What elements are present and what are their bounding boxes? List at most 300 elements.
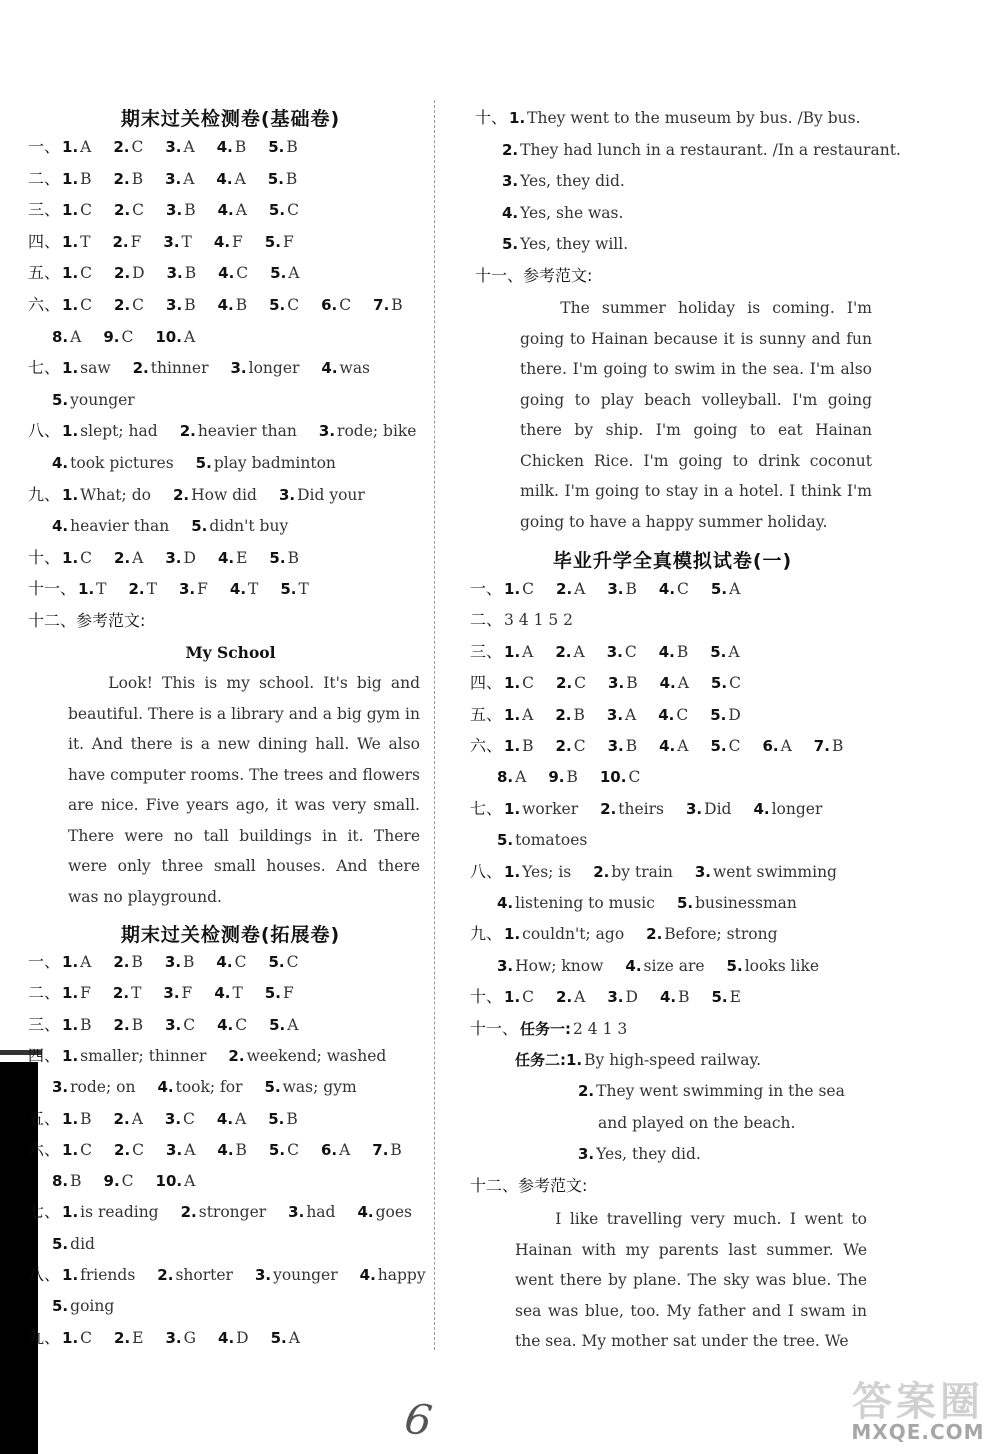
answer-text: theirs [618, 799, 664, 818]
answer-row [28, 952, 320, 972]
question-number: 4. [218, 264, 235, 283]
answer-text: G [183, 1328, 197, 1347]
answer-text: A [728, 642, 740, 661]
answer-text: A [574, 988, 586, 1007]
answer-text: friends [80, 1266, 136, 1284]
question-group-label: 七、 [28, 1202, 61, 1222]
question-number: 4. [217, 548, 235, 567]
section-title-mock-exam: 毕业升学全真模拟试卷(一) [552, 550, 793, 572]
answer-text: B [287, 548, 299, 567]
answer-text: younger [70, 390, 135, 409]
answer-row [52, 1234, 117, 1254]
answer-text: A [183, 169, 195, 188]
question-group-label: 一、 [470, 579, 503, 598]
question-number: 2. [113, 1109, 130, 1128]
question-number: 4. [217, 296, 234, 314]
answer-text: C [183, 1015, 196, 1034]
question-number: 4. [357, 1203, 374, 1222]
answer-text: A [184, 1172, 196, 1191]
answer-row [470, 862, 859, 882]
answer-text: F [130, 232, 142, 251]
question-number: 5. [710, 705, 727, 724]
answer-text: T [298, 580, 309, 599]
answer-text: A [522, 642, 534, 661]
answer-text: B [131, 169, 144, 188]
question-number: 10. [599, 768, 627, 787]
answer-text: was [339, 359, 371, 378]
answer-text: took; for [175, 1078, 243, 1097]
answer-text: B [831, 737, 844, 755]
question-number: 2. [593, 862, 610, 881]
question-group-label: 九、 [28, 484, 61, 504]
answer-text: B [391, 296, 403, 314]
answer-text: Before; strong [664, 925, 778, 944]
question-number: 1. [62, 138, 79, 156]
answer-text: C [522, 580, 535, 598]
answer-text: C [287, 296, 300, 314]
question-number: 4. [502, 203, 519, 222]
answer-text: tomatoes [515, 831, 588, 850]
answer-text: is reading [80, 1203, 159, 1222]
answer-row [52, 1296, 136, 1316]
question-group-label: 五、 [28, 1108, 61, 1128]
answer-text: B [234, 138, 247, 156]
question-number: 4. [216, 138, 233, 156]
question-number: 5. [710, 674, 728, 693]
answer-text: A [235, 201, 247, 220]
answer-text: C [573, 737, 586, 755]
question-number: 1. [62, 296, 79, 314]
question-number: 8. [52, 1172, 69, 1191]
answer-row [28, 1015, 320, 1035]
question-number: 5. [268, 953, 285, 971]
answer-text: D [728, 705, 741, 724]
question-number: 4. [321, 359, 338, 378]
question-number: 2. [114, 201, 131, 220]
answer-text: A [729, 580, 741, 598]
question-group-label: 一、 [28, 952, 61, 971]
question-number: 4. [216, 953, 233, 971]
answer-text: C [80, 1328, 93, 1347]
answer-text: F [181, 984, 193, 1003]
answer-text: B [184, 264, 197, 283]
answer-text: C [286, 953, 299, 971]
question-number: 4. [659, 674, 676, 693]
question-number: 5. [502, 235, 519, 253]
question-group-label: 四、 [28, 231, 61, 251]
question-number: 3. [288, 1203, 305, 1222]
question-number: 1. [62, 1015, 79, 1034]
answer-text: A [131, 1109, 143, 1128]
answer-text: Yes, they did. [596, 1145, 701, 1164]
answer-text: goes [375, 1203, 412, 1222]
question-number: 5. [191, 517, 208, 536]
question-number: 4. [218, 1328, 235, 1347]
answer-text: D [625, 988, 638, 1007]
answer-text: B [626, 674, 638, 693]
question-number: 5. [726, 956, 743, 975]
question-number: 2. [179, 422, 196, 441]
question-number: 2. [556, 580, 573, 598]
question-number: 5. [268, 201, 286, 220]
answer-row [28, 137, 320, 157]
answer-text: heavier than [70, 517, 170, 536]
question-number: 2. [113, 138, 130, 156]
question-number: 1. [62, 548, 79, 567]
answer-row [502, 140, 923, 160]
answer-text: C [121, 1172, 134, 1191]
question-number: 8. [52, 327, 69, 346]
answer-text: A [677, 674, 689, 693]
question-group-label: 二、 [470, 610, 503, 630]
question-number: 10. [155, 1172, 183, 1191]
answer-text: D [183, 548, 196, 567]
answer-text: They went to the museum by bus. /By bus. [527, 109, 861, 127]
answer-row [598, 1113, 817, 1133]
question-group-label: 五、 [470, 704, 503, 724]
question-group-label: 八、 [470, 861, 503, 881]
question-group-label: 十一、 [470, 1018, 519, 1038]
question-number: 5. [52, 1297, 69, 1316]
question-number: 3. [318, 422, 336, 441]
answer-row [475, 266, 594, 286]
question-number: 5. [268, 1109, 285, 1128]
answer-text: listening to music [515, 894, 655, 912]
answer-text: 3 4 1 5 2 [504, 611, 574, 630]
answer-row [28, 1265, 448, 1285]
question-number: 4. [658, 705, 675, 724]
question-number: 3. [52, 1078, 69, 1097]
answer-text: A [288, 1328, 300, 1347]
answer-text: D [236, 1328, 249, 1347]
answer-text: C [339, 296, 352, 314]
question-group-label: 十二、参考范文: [28, 611, 146, 630]
answer-text: A [183, 327, 196, 346]
answer-text: E [132, 1328, 144, 1347]
question-number: 3. [165, 548, 182, 567]
question-number: 2. [113, 953, 130, 971]
question-number: 1. [504, 580, 521, 598]
answer-text: They had lunch in a restaurant. /In a restaurant. [520, 140, 901, 159]
answer-row [52, 390, 157, 410]
answer-text: B [183, 953, 195, 971]
answer-text: C [624, 642, 637, 661]
question-number: 3. [497, 956, 514, 975]
question-number: 8. [497, 768, 514, 787]
answer-text: C [132, 296, 145, 314]
question-number: 4. [214, 984, 231, 1003]
answer-text: B [131, 1015, 144, 1034]
answer-row [470, 799, 844, 819]
question-number: 4. [216, 169, 233, 188]
answer-text: C [80, 1140, 93, 1159]
question-number: 3. [166, 1140, 183, 1159]
answer-text: C [729, 674, 741, 693]
question-number: 1. [509, 109, 526, 127]
essay-summer-holiday: The summer holiday is coming. I'm going to Hainan because it is sunny and fun there. I'm going to swim in the sea. I'm also going to play beach volleyball. I'm going there by ship. I'm going to eat Hainan Chicken Rice. I'm going to drink coconut milk. I'm going to stay in a hotel. I think I'm going to have a happy summer holiday. [520, 299, 872, 531]
question-group-label: 六、 [28, 295, 61, 314]
answer-text: C [80, 201, 93, 220]
question-number: 5. [710, 737, 727, 755]
answer-text: T [96, 580, 107, 599]
answer-text: F [282, 984, 294, 1003]
section-title-basic: 期末过关检测卷(基础卷) [120, 108, 341, 130]
answer-row [52, 1077, 379, 1097]
answer-text: by train [611, 862, 673, 881]
question-number: 3. [607, 580, 624, 598]
answer-text: B [390, 1140, 402, 1159]
answer-text: A [780, 737, 792, 755]
question-number: 9. [103, 327, 120, 346]
question-number: 3. [608, 674, 625, 693]
answer-text: C [522, 674, 535, 693]
answer-text: T [131, 984, 142, 1003]
essay-travelling: I like travelling very much. I went to Hainan with my parents last summer. We went there by plane. The sky was blue. The sea was blue, too. My father and I swam in the sea. My mother sat under the tree. We [515, 1210, 867, 1350]
answer-text: C [183, 1109, 195, 1128]
question-group-label: 七、 [470, 798, 503, 818]
answer-row [497, 830, 609, 850]
question-number: 1. [62, 169, 79, 188]
watermark-url: MXQE.COM [851, 1420, 985, 1444]
answer-text: By high-speed railway. [584, 1051, 762, 1069]
question-number: 3. [166, 296, 183, 314]
question-number: 9. [103, 1172, 120, 1191]
answer-row [470, 579, 762, 599]
question-number: 9. [548, 768, 565, 787]
answer-row [470, 673, 763, 693]
question-number: 2. [555, 705, 572, 724]
question-number: 3. [163, 232, 180, 251]
answer-text: B [80, 1109, 92, 1128]
answer-text: A [573, 642, 585, 661]
answer-text: C [80, 296, 93, 314]
answer-text: C [287, 1140, 299, 1159]
question-number: 1. [62, 953, 79, 971]
answer-row [470, 1176, 589, 1196]
answer-text: C [676, 705, 689, 724]
answer-row [497, 767, 662, 787]
question-number: 1. [62, 359, 79, 378]
answer-text: B [625, 737, 638, 755]
question-number: 4. [359, 1266, 376, 1284]
answer-text: Yes, they did. [520, 172, 625, 190]
answer-text: stronger [198, 1203, 267, 1222]
question-number: 5. [195, 454, 212, 472]
answer-text: C [522, 988, 535, 1007]
answer-row [28, 1202, 434, 1222]
answer-text: B [286, 138, 298, 156]
answer-text: A [677, 737, 689, 755]
question-number: 5. [269, 1015, 286, 1034]
answer-row [52, 1171, 217, 1191]
question-number: 5. [710, 642, 727, 661]
answer-row [28, 1109, 320, 1129]
question-number: 5. [268, 138, 285, 156]
answer-row [28, 579, 331, 599]
answer-text: C [132, 201, 145, 220]
question-number: 1. [504, 674, 521, 693]
question-number: 5. [52, 1234, 69, 1253]
answer-row [28, 1140, 424, 1160]
watermark-logo [838, 1370, 998, 1454]
answer-text: thinner [150, 359, 209, 378]
question-group-label: 三、 [470, 641, 503, 661]
answer-text: B [184, 296, 196, 314]
question-group-label: 九、 [470, 924, 503, 944]
answer-text: did [70, 1234, 95, 1253]
answer-text: had [306, 1203, 336, 1222]
question-group-label: 十、 [475, 108, 508, 127]
question-number: 2. [556, 674, 573, 693]
question-number: 3. [164, 1109, 182, 1128]
question-number: 4. [217, 201, 234, 220]
question-group-label: 十二、参考范文: [470, 1175, 588, 1195]
answer-text: shorter [175, 1266, 233, 1284]
question-group-label: 五、 [28, 263, 61, 283]
answer-text: C [235, 1015, 248, 1034]
essay-my-school: Look! This is my school. It's big and beautiful. There is a library and a big gym in it. And there is a new dining hall. We also have computer rooms. The trees and flowers are nice. Five years ago, it was very small. There were no tall buildings in it. There were only three small houses. And there was no playground. [68, 674, 420, 906]
answer-text: B [573, 705, 585, 724]
answer-text: younger [273, 1266, 338, 1284]
answer-text: A [234, 169, 246, 188]
answer-row [28, 1046, 408, 1066]
answer-text: B [676, 642, 689, 661]
question-number: 5. [264, 1078, 281, 1097]
answer-text: A [515, 768, 527, 787]
question-number: 2. [578, 1082, 595, 1101]
answer-text: What; do [80, 485, 151, 504]
answer-text: A [80, 138, 92, 156]
answer-row [515, 1050, 783, 1070]
question-number: 4. [217, 1140, 234, 1159]
answer-text: E [236, 548, 248, 567]
question-number: 3. [165, 169, 182, 188]
answer-text: T [146, 580, 157, 599]
answer-text: Did [704, 799, 732, 818]
answer-text: worker [522, 799, 579, 818]
question-number: 5. [270, 1328, 287, 1347]
answer-text: B [286, 1109, 298, 1128]
question-number: 2. [128, 580, 145, 599]
answer-text: F [80, 984, 91, 1003]
question-number: 2. [646, 925, 663, 944]
question-number: 3. [578, 1145, 595, 1164]
question-number: 1. [62, 1046, 79, 1065]
question-number: 2. [114, 1328, 131, 1347]
question-group-label: 四、 [470, 673, 503, 693]
answer-text: B [678, 988, 690, 1007]
answer-text: happy [377, 1266, 426, 1284]
answer-row [475, 108, 883, 128]
answer-text: A [80, 953, 92, 971]
question-number: 2. [112, 232, 129, 251]
answer-row [28, 421, 438, 441]
answer-text: C [728, 737, 741, 755]
watermark-text: 答案圈 [852, 1379, 984, 1425]
answer-text: T [248, 580, 259, 599]
question-number: 2. [157, 1266, 174, 1284]
question-number: 2. [114, 264, 131, 283]
question-number: 3. [607, 737, 624, 755]
answer-text: C [80, 264, 93, 283]
question-number: 1. [62, 1328, 79, 1347]
question-number: 1. [62, 1203, 79, 1222]
handwritten-page-number: 6 [401, 1393, 436, 1446]
question-number: 5. [269, 296, 286, 314]
question-number: 7. [373, 296, 390, 314]
answer-text: A [70, 327, 82, 346]
question-number: 5. [270, 264, 287, 283]
question-number: 1. [78, 580, 95, 599]
question-number: 3. [178, 580, 196, 599]
answer-text: D [132, 264, 145, 283]
question-number: 5. [497, 831, 514, 850]
question-number: 3. [164, 953, 182, 971]
answer-row [502, 171, 647, 191]
question-group-label: 三、 [28, 1014, 61, 1034]
question-number: 3. [165, 1015, 182, 1034]
answer-text: longer [771, 799, 823, 818]
answer-row [28, 983, 316, 1003]
answer-text: C [236, 264, 249, 283]
question-number: 3. [165, 138, 182, 156]
answer-row [28, 263, 322, 283]
question-number: 7. [372, 1140, 389, 1159]
question-number: 任务二:1. [515, 1051, 583, 1069]
answer-row [578, 1081, 867, 1101]
question-number: 5. [711, 988, 728, 1007]
question-number: 3. [166, 201, 183, 220]
question-number: 2. [600, 799, 617, 818]
question-number: 2. [172, 485, 190, 504]
question-number: 2. [114, 548, 131, 567]
answer-row [578, 1144, 723, 1164]
answer-text: and played on the beach. [598, 1113, 796, 1132]
answer-row [502, 234, 650, 254]
question-number: 1. [504, 705, 521, 724]
question-number: 6. [320, 1140, 338, 1159]
question-number: 4. [753, 799, 770, 818]
question-number: 5. [268, 1140, 286, 1159]
question-number: 5. [710, 580, 728, 598]
answer-row [28, 232, 316, 252]
question-number: 2. [180, 1203, 197, 1222]
question-number: 1. [504, 799, 521, 818]
question-number: 2. [112, 984, 130, 1003]
answer-text: Did your [297, 485, 365, 504]
answer-text: A [522, 705, 534, 724]
question-group-label: 十、 [28, 547, 61, 567]
question-number: 4. [659, 737, 676, 755]
column-divider [434, 100, 435, 1350]
question-number: 3. [278, 485, 296, 504]
question-number: 3. [686, 799, 703, 818]
answer-text: Yes, they will. [520, 235, 629, 253]
answer-text: smaller; thinner [80, 1046, 207, 1065]
answer-text: C [628, 768, 641, 787]
answer-row [470, 736, 865, 756]
question-number: 3. [166, 264, 183, 283]
answer-text: A [235, 1109, 247, 1128]
question-number: 2. [502, 140, 519, 159]
answer-text: A [183, 138, 195, 156]
question-number: 4. [659, 988, 677, 1007]
question-number: 4. [213, 232, 231, 251]
question-number: 5. [52, 390, 69, 409]
question-number: 1. [504, 862, 521, 881]
question-number: 3. [606, 642, 623, 661]
question-number: 4. [52, 454, 69, 472]
